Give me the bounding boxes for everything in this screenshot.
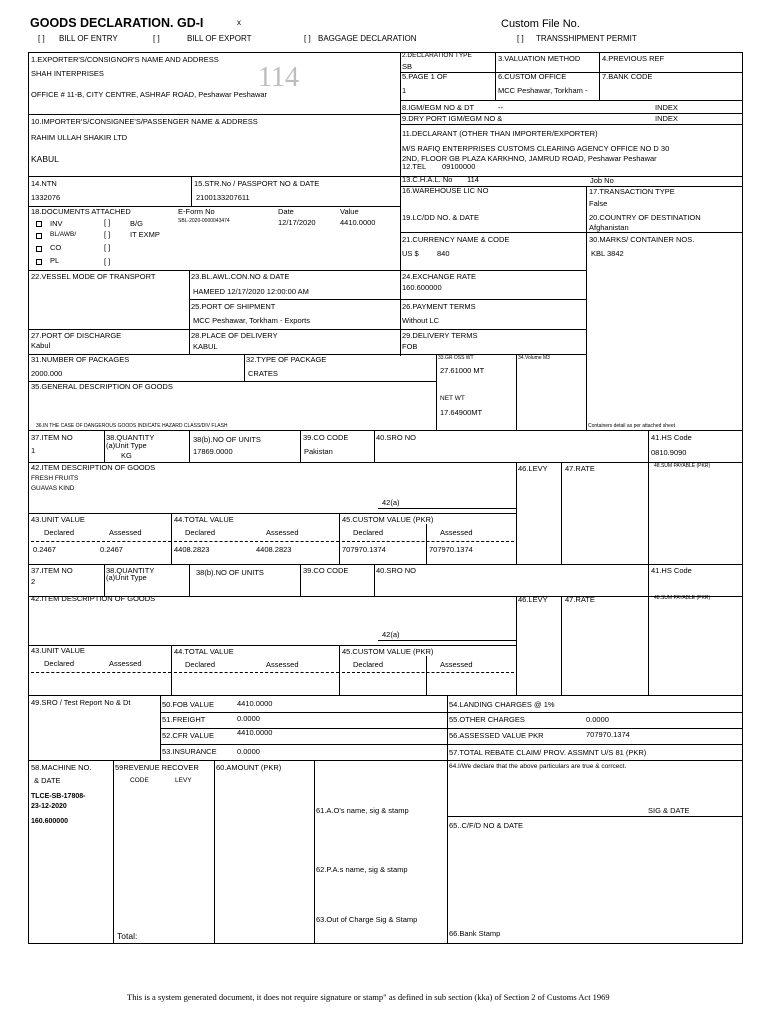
f34-label: 34.Volume M3 [518, 355, 550, 361]
item1-sum-label: 48.SUM PAYABLE (PKR) [654, 463, 711, 469]
f24-label: 24.EXCHANGE RATE [402, 272, 477, 281]
footer-note: This is a system generated document, it does not require signature or stamp" as defined in sub section (kka) of Section 2 of Customs Act 1969 [127, 992, 610, 1002]
item1-uv-assessed-label: Assessed [109, 528, 142, 537]
item1-co-label: 39.CO CODE [303, 433, 349, 442]
doc-co-checkbox[interactable] [36, 246, 42, 252]
doc-inv-type: B/G [130, 219, 143, 228]
f6-label: 6.CUSTOM OFFICE [498, 72, 567, 81]
f18-value-label: Value [340, 207, 359, 216]
f19-label: 19.LC/DD NO. & DATE [402, 213, 479, 222]
x-mark: x [237, 18, 241, 27]
f10-label: 10.IMPORTER'S/CONSIGNEE'S/PASSENGER NAME & ADDRESS [31, 117, 258, 126]
f10-importer-name: RAHIM ULLAH SHAKIR LTD [31, 133, 128, 142]
item1-no-label: 37.ITEM NO [31, 433, 73, 442]
f4-label: 4.PREVIOUS REF [602, 54, 665, 63]
doc-pl-code: PL [50, 256, 60, 265]
item1-cv-declared: 707970.1374 [342, 545, 386, 554]
item2-hs-label: 41.HS Code [651, 566, 692, 575]
f23-label: 23.BL.AWL.CON.NO & DATE [191, 272, 290, 281]
f33-net-value: 17.64900MT [440, 408, 483, 417]
f57-label: 57.TOTAL REBATE CLAIM/ PROV. ASSMNT U/S 81 (PKR) [449, 748, 647, 757]
f2-value: SB [402, 62, 413, 71]
f30-value: KBL 3842 [591, 249, 624, 258]
f32-value: CRATES [248, 369, 278, 378]
doc-co-code: CO [50, 243, 62, 252]
f15-label: 15.STR.No / PASSPORT NO & DATE [194, 179, 320, 188]
f17-value: False [589, 199, 608, 208]
f10-importer-city: KABUL [31, 154, 59, 164]
item2-no-label: 37.ITEM NO [31, 566, 73, 575]
f6-value: MCC Peshawar, Torkham - [498, 86, 588, 95]
item2-co-label: 39.CO CODE [303, 566, 349, 575]
f31-value: 2000.000 [31, 369, 63, 378]
item1-custom-value-label: 45.CUSTOM VALUE (PKR) [342, 515, 434, 524]
f26-value: Without LC [402, 316, 440, 325]
item2-no: 2 [31, 577, 36, 586]
doc-inv-box[interactable]: [ ] [104, 218, 111, 227]
f59-levy: LEVY [175, 777, 192, 784]
item1-tv-declared: 4408.2823 [174, 545, 210, 554]
f14-value: 1332076 [31, 193, 61, 202]
item2-unit-type-label: (a)Unit Type [106, 573, 147, 582]
item1-total-value-label: 44.TOTAL VALUE [174, 515, 234, 524]
f36-label: 36.IN THE CASE OF DANGEROUS GOODS INDICATE HAZARD CLASS/DIV FLASH [36, 423, 228, 429]
f56-label: 56.ASSESSED VALUE PKR [449, 731, 544, 740]
item2-sum-label: 48.SUM PAYABLE (PKR) [654, 595, 711, 601]
f51-label: 51.FREIGHT [162, 715, 206, 724]
f18-label: 18.DOCUMENTS ATTACHED [31, 207, 131, 216]
item1-no: 1 [31, 446, 36, 455]
item1-units: 17869.0000 [193, 447, 233, 456]
f59-code: CODE [130, 777, 149, 784]
watermark-number: 114 [258, 62, 299, 93]
item1-unit-value-label: 43.UNIT VALUE [31, 515, 85, 524]
f31-label: 31.NUMBER OF PACKAGES [31, 355, 130, 364]
baggage-declaration-label: BAGGAGE DECLARATION [318, 34, 417, 43]
f12-label: 12.TEL [402, 162, 427, 171]
f3-label: 3.VALUATION METHOD [498, 54, 581, 63]
item2-cv-declared-label: Declared [353, 660, 384, 669]
item1-sro-label: 40.SRO NO [376, 433, 417, 442]
item2-custom-value-label: 45.CUSTOM VALUE (PKR) [342, 647, 434, 656]
item1-hs-code: 0810.9090 [651, 448, 687, 457]
f58-line2: 23-12-2020 [31, 803, 67, 810]
item2-uv-declared-label: Declared [44, 659, 75, 668]
item2-total-value-label: 44.TOTAL VALUE [174, 647, 234, 656]
f22-label: 22.VESSEL MODE OF TRANSPORT [31, 273, 156, 281]
f17-label: 17.TRANSACTION TYPE [589, 187, 675, 196]
f60-label: 60.AMOUNT (PKR) [216, 763, 282, 772]
custom-file-label: Custom File No. [501, 18, 580, 30]
f15-value: 2100133207611 [196, 193, 250, 202]
item1-desc-label: 42.ITEM DESCRIPTION OF GOODS [31, 463, 156, 472]
item1-cv-declared-label: Declared [353, 528, 384, 537]
item2-42a-label: 42(a) [382, 630, 400, 639]
f58-line3: 160.600000 [31, 818, 68, 825]
f53-label: 53.INSURANCE [162, 747, 217, 756]
item2-rate-label: 47.RATE [565, 595, 595, 604]
item2-units-label: 38(b).NO OF UNITS [196, 568, 264, 577]
doc-bl-box[interactable]: [ ] [104, 230, 111, 239]
f58-label: 58.MACHINE NO. [31, 763, 92, 772]
f56-value: 707970.1374 [586, 730, 630, 739]
item2-tv-declared-label: Declared [185, 660, 216, 669]
item1-cv-assessed-label: Assessed [440, 528, 473, 537]
f7-label: 7.BANK CODE [602, 72, 653, 81]
form-title: GOODS DECLARATION. GD-I [30, 16, 204, 30]
f25-label: 25.PORT OF SHIPMENT [191, 302, 276, 311]
item1-uv-declared-label: Declared [44, 528, 75, 537]
f33-label: 33.GR OSS WT [438, 355, 474, 361]
f5-label: 5.PAGE 1 OF [402, 72, 448, 81]
f49-label: 49.SRO / Test Report No & Dt [31, 698, 131, 707]
f65-label: 65..C/F/D NO & DATE [449, 821, 524, 830]
item1-42a-label: 42(a) [382, 498, 400, 507]
f50-label: 50.FOB VALUE [162, 700, 214, 709]
f12-value: 09100000 [442, 162, 476, 171]
f8-value: -- [498, 103, 503, 112]
transshipment-permit-checkbox[interactable]: [ ] [517, 34, 524, 43]
item1-levy-label: 46.LEVY [518, 464, 548, 473]
item1-rate-label: 47.RATE [565, 464, 595, 473]
item1-hs-label: 41.HS Code [651, 433, 692, 442]
f66-label: 66.Bank Stamp [449, 929, 501, 938]
f54-label: 54.LANDING CHARGES @ 1% [449, 700, 555, 709]
f13-job-no: Job No [590, 176, 614, 185]
f20-value: Afghanistan [589, 223, 629, 232]
item2-qty-label: 38.QUANTITY [106, 566, 155, 575]
f64-sig-date: SIG & DATE [648, 806, 690, 815]
item1-qty-label: 38.QUANTITY [106, 433, 155, 442]
f11-line2: 2ND, FLOOR GB PLAZA KARKHNO, JAMRUD ROAD, Peshawar Peshawar [402, 154, 657, 163]
f27-label: 27.PORT OF DISCHARGE [31, 331, 122, 340]
item1-desc-line2: GUAVAS KIND [31, 485, 75, 492]
doc-inv-code: INV [50, 219, 63, 228]
f16-label: 16.WAREHOUSE LIC NO [402, 186, 489, 195]
f23-value: HAMEED 12/17/2020 12:00:00 AM [193, 287, 309, 296]
f1-exporter-name: SHAH INTERPRISES [31, 69, 104, 78]
f13-label: 13.C.H.A.L. No [402, 175, 453, 184]
f27-value: Kabul [31, 341, 51, 350]
f33-net-label: NET WT [440, 395, 465, 402]
f14-label: 14.NTN [31, 179, 57, 188]
item1-uv-declared: 0.2467 [33, 545, 56, 554]
containers-note: Containers detail as per attached sheet [588, 423, 675, 429]
item1-cv-assessed: 707970.1374 [429, 545, 473, 554]
f52-value: 4410.0000 [237, 728, 273, 737]
f55-label: 55.OTHER CHARGES [449, 715, 525, 724]
f18-date-label: Date [278, 207, 294, 216]
f64-label: 64.I/We declare that the above particulars are true & corrcect. [449, 763, 627, 770]
total-label: Total: [117, 931, 138, 941]
bill-of-entry-checkbox[interactable]: [ ] [38, 34, 45, 43]
item1-units-label: 38(b).NO OF UNITS [193, 435, 261, 444]
item2-cv-assessed-label: Assessed [440, 660, 473, 669]
doc-bl-type: IT EXMP [130, 230, 160, 239]
item1-tv-assessed-label: Assessed [266, 528, 299, 537]
f62-label: 62.P.A.s name, sig & stamp [316, 865, 408, 874]
f53-value: 0.0000 [237, 747, 260, 756]
f20-label: 20.COUNTRY OF DESTINATION [589, 213, 701, 222]
item1-uv-assessed: 0.2467 [100, 545, 123, 554]
f11-line1: M/S RAFIQ ENTERPRISES CUSTOMS CLEARING AGENCY OFFICE NO D 30 [402, 144, 670, 153]
f30-label: 30.MARKS/ CONTAINER NOS. [589, 235, 695, 244]
f1-exporter-address: OFFICE # 11-B, CITY CENTRE, ASHRAF ROAD, Peshawar Peshawar [31, 90, 268, 99]
item2-desc-label: 42.ITEM DESCRIPTION OF GOODS [31, 594, 156, 603]
f51-value: 0.0000 [237, 714, 260, 723]
item1-co: Pakistan [304, 447, 333, 456]
f25-value: MCC Peshawar, Torkham - Exports [193, 316, 310, 325]
f29-value: FOB [402, 342, 418, 351]
item1-unit-type: KG [121, 451, 132, 460]
f28-value: KABUL [193, 342, 218, 351]
f21-currency-name: US $ [402, 249, 419, 258]
item2-levy-label: 46.LEVY [518, 595, 548, 604]
f33-value: 27.61000 MT [440, 366, 485, 375]
item1-desc-line1: FRESH FRUITS [31, 475, 79, 482]
f21-currency-code: 840 [437, 249, 450, 258]
bill-of-entry-label: BILL OF ENTRY [59, 34, 118, 43]
f50-value: 4410.0000 [237, 699, 273, 708]
f8-index: INDEX [655, 103, 678, 112]
doc-inv-date: 12/17/2020 [278, 218, 316, 227]
doc-bl-checkbox[interactable] [36, 233, 42, 239]
f1-label: 1.EXPORTER'S/CONSIGNOR'S NAME AND ADDRESS [31, 55, 219, 64]
doc-inv-value: 4410.0000 [340, 218, 376, 227]
f8-label: 8.IGM/EGM NO & DT [402, 103, 475, 112]
f24-value: 160.600000 [402, 283, 442, 292]
f26-label: 26.PAYMENT TERMS [402, 302, 476, 311]
f55-value: 0.0000 [586, 715, 609, 724]
f58-line1: TLCE-SB-17808- [31, 793, 86, 800]
f11-label: 11.DECLARANT (OTHER THAN IMPORTER/EXPORTER) [402, 129, 598, 138]
bill-of-export-label: BILL OF EXPORT [187, 34, 252, 43]
item2-sro-label: 40.SRO NO [376, 566, 417, 575]
doc-pl-box[interactable]: [ ] [104, 257, 111, 266]
transshipment-permit-label: TRANSSHIPMENT PERMIT [536, 34, 637, 43]
f29-label: 29.DELIVERY TERMS [402, 331, 478, 340]
f35-label: 35.GENERAL DESCRIPTION OF GOODS [31, 382, 173, 391]
f28-label: 28.PLACE OF DELIVERY [191, 331, 278, 340]
item1-tv-declared-label: Declared [185, 528, 216, 537]
f9-label: 9.DRY PORT IGM/EGM NO & [402, 114, 503, 123]
f59-label: 59REVENUE RECOVER [115, 763, 199, 772]
item2-uv-assessed-label: Assessed [109, 659, 142, 668]
doc-pl-checkbox[interactable] [36, 259, 42, 265]
doc-bl-code: BL/AWB/ [50, 231, 77, 238]
f13-value: 114 [467, 175, 479, 184]
f63-label: 63.Out of Charge Sig & Stamp [316, 915, 418, 924]
doc-inv-eform: SBL-2020-0000043474 [178, 218, 230, 224]
doc-co-box[interactable]: [ ] [104, 243, 111, 252]
f52-label: 52.CFR VALUE [162, 731, 214, 740]
item1-tv-assessed: 4408.2823 [256, 545, 292, 554]
f9-index: INDEX [655, 114, 678, 123]
item1-unit-type-label: (a)Unit Type [106, 441, 147, 450]
baggage-declaration-checkbox[interactable]: [ ] [304, 34, 311, 43]
f61-label: 61.A.O's name, sig & stamp [316, 806, 409, 815]
item2-unit-value-label: 43.UNIT VALUE [31, 646, 85, 655]
f18-eform-label: E-Form No [178, 207, 215, 216]
bill-of-export-checkbox[interactable]: [ ] [153, 34, 160, 43]
f21-label: 21.CURRENCY NAME & CODE [402, 235, 510, 244]
f5-value: 1 [402, 86, 407, 95]
f32-label: 32.TYPE OF PACKAGE [246, 355, 327, 364]
f58-label-date: & DATE [34, 776, 61, 785]
doc-inv-checkbox[interactable] [36, 221, 42, 227]
item2-tv-assessed-label: Assessed [266, 660, 299, 669]
f2-label: 2.DECLARATION TYPE [402, 52, 472, 59]
